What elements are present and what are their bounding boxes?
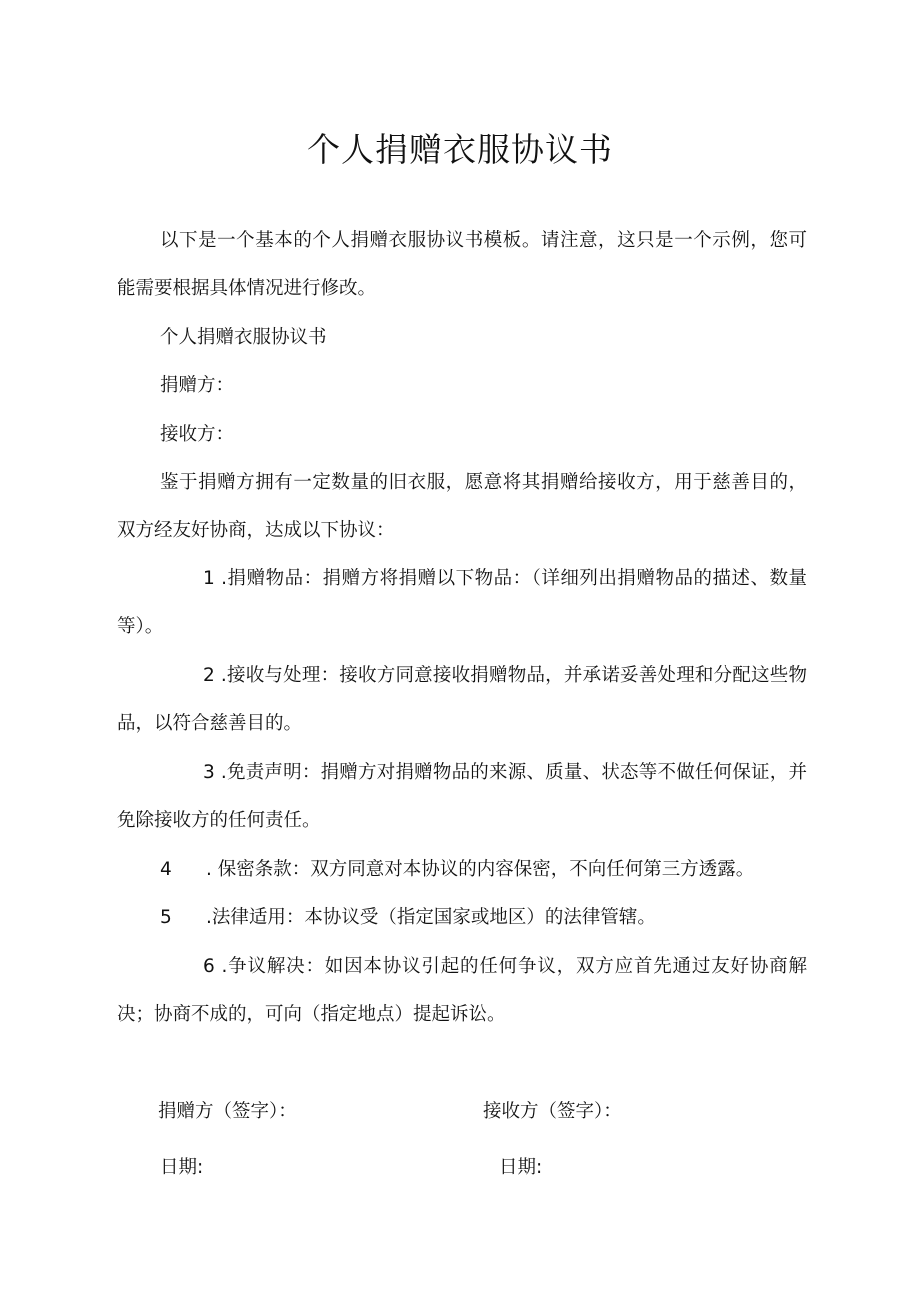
recipient-label: 接收方：	[160, 424, 235, 445]
clause-number: 5	[160, 907, 172, 928]
clause-3	[117, 749, 807, 845]
clause-text: .争议解决：如因本协议引起的任何争议，双方应首先通过友好协商解决；协商不成的，可向（指定地点）提起诉讼。	[117, 956, 807, 1025]
subtitle: 个人捐赠衣服协议书	[160, 327, 327, 348]
clause-text: .免责声明：捐赠方对捐赠物品的来源、质量、状态等不做任何保证，并免除接收方的任何责任。	[117, 762, 807, 831]
clause-text: .法律适用：本协议受（指定国家或地区）的法律管辖。	[206, 907, 656, 928]
clause-number: 4	[160, 859, 172, 880]
donor-date-label: 日期:	[160, 1157, 204, 1178]
clause-1	[117, 555, 807, 651]
clause-text: .接收与处理：接收方同意接收捐赠物品，并承诺妥善处理和分配这些物品，以符合慈善目的。	[117, 665, 807, 734]
recipient-signature-label: 接收方（签字）：	[483, 1101, 622, 1122]
clause-number: 6	[203, 956, 215, 977]
preamble-paragraph: 鉴于捐赠方拥有一定数量的旧衣服，愿意将其捐赠给接收方，用于慈善目的，双方经友好协商，达成以下协议：	[117, 472, 807, 541]
clause-2	[117, 652, 807, 748]
clause-number: 1	[203, 568, 215, 589]
clause-number: 2	[203, 665, 215, 686]
clause-text: . 保密条款：双方同意对本协议的内容保密，不向任何第三方透露。	[206, 859, 755, 880]
clause-4	[160, 855, 754, 885]
document-title: 个人捐赠衣服协议书	[307, 130, 613, 169]
recipient-date-label: 日期:	[499, 1157, 543, 1178]
donor-signature-label: 捐赠方（签字）：	[158, 1101, 297, 1122]
clause-6	[117, 943, 807, 1039]
clause-text: .捐赠物品：捐赠方将捐赠以下物品：（详细列出捐赠物品的描述、数量等）。	[117, 568, 807, 637]
intro-paragraph: 以下是一个基本的个人捐赠衣服协议书模板。请注意，这只是一个示例，您可能需要根据具体情况进行修改。	[117, 230, 807, 299]
clause-number: 3	[203, 762, 215, 783]
clause-5	[160, 903, 656, 933]
donor-label: 捐赠方：	[160, 375, 235, 396]
